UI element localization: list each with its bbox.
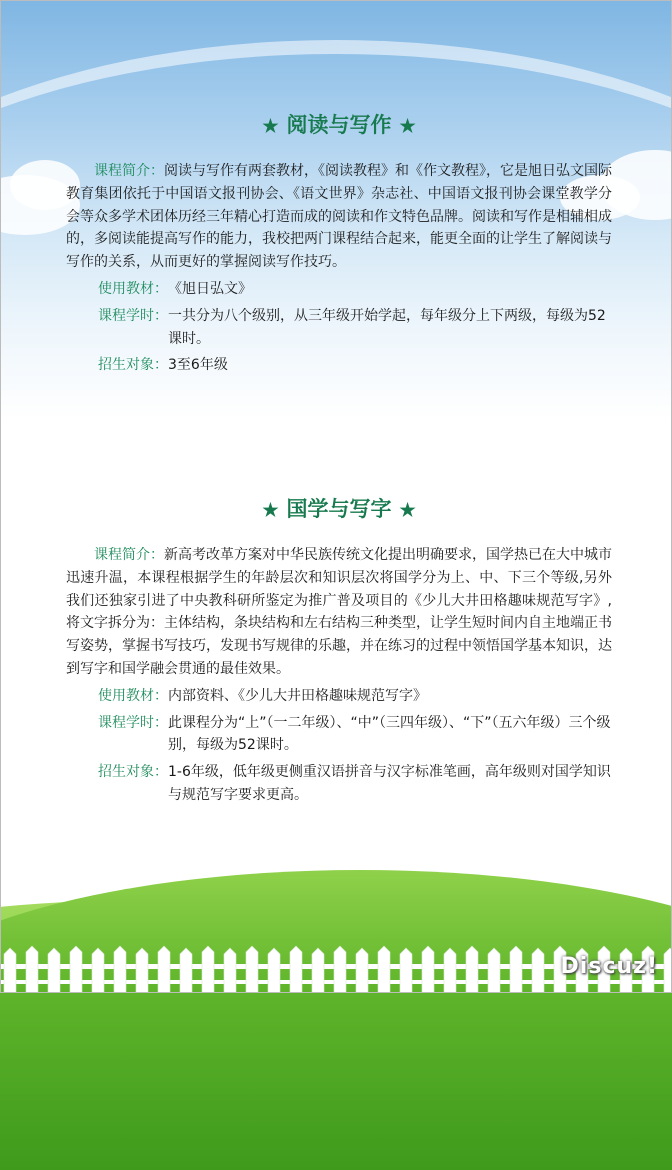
intro-label: 课程简介： <box>94 163 164 179</box>
field-value: 1-6年级，低年级更侧重汉语拼音与汉字标准笔画，高年级则对国学知识与规范写字要求更高。 <box>168 764 611 803</box>
star-icon: ★ <box>262 500 279 521</box>
field-label: 课程学时： <box>98 714 168 731</box>
field-value: 内部资料、《少儿大井田格趣味规范写字》 <box>168 687 427 704</box>
star-icon: ★ <box>399 116 416 137</box>
intro-label: 课程简介： <box>94 547 164 563</box>
section-title-text: 阅读与写作 <box>286 112 392 137</box>
field-label: 使用教材： <box>98 280 168 297</box>
discuz-watermark: Discuz! <box>560 954 658 979</box>
field-value: 一共分为八个级别，从三年级开始学起，每年级分上下两级，每级为52课时。 <box>168 307 606 347</box>
field-label: 招生对象： <box>98 357 168 374</box>
intro-text: 阅读与写作有两套教材，《阅读教程》和《作文教程》，它是旭日弘文国际教育集团依托于中国语文报刊协会、《语文世界》杂志社、中国语文报刊协会课堂教学分会等众多学术团体历经三年精心打造而成的阅读和作文特色品牌。阅读和写作是相辅相成的，多阅读能提高写作的能力，我校把两门课程结合起来，能更全面的让学生了解阅读与写作的关系，从而更好的掌握阅读写作技巧。 <box>66 163 612 271</box>
field-label: 招生对象： <box>98 764 168 781</box>
field-label: 课程学时： <box>98 307 168 324</box>
field-value: 此课程分为“上”（一二年级）、“中”（三四年级）、“下”（五六年级）三个级别，每级为52课时。 <box>168 714 611 754</box>
field-value: 《旭日弘文》 <box>168 280 252 297</box>
intro-text: 新高考改革方案对中华民族传统文化提出明确要求，国学热已在大中城市迅速升温，本课程根据学生的年龄层次和知识层次将国学分为上、中、下三个等级,另外我们还独家引进了中央教科研所鉴定为推广普及项目的《少儿大井田格趣味规范写字》,将文字拆分为：主体结构，条块结构和左右结构三种类型，让学生短时间内自主地端正书写姿势，掌握书写技巧，发现书写规律的乐趣，并在练习的过程中领悟国学基本知识，达到写字和国学融会贯通的最佳效果。 <box>66 547 612 677</box>
section-title-text: 国学与写字 <box>286 496 392 521</box>
field-value: 3至6年级 <box>168 357 228 374</box>
star-icon: ★ <box>262 116 279 137</box>
star-icon: ★ <box>399 500 416 521</box>
field-label: 使用教材： <box>98 687 168 704</box>
